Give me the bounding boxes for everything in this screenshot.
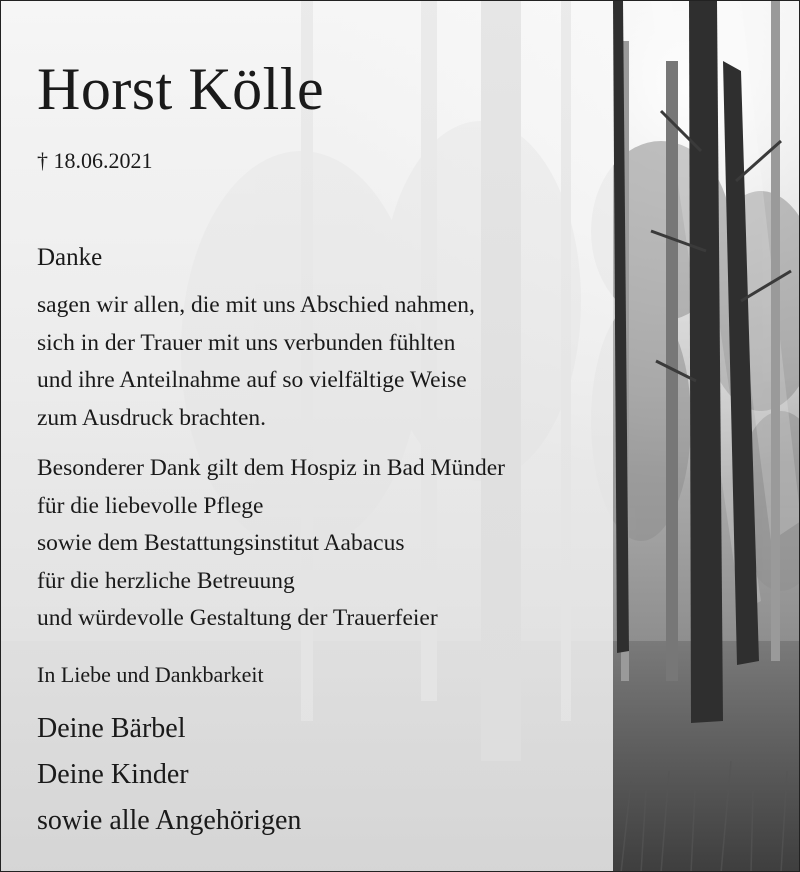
text-line: sowie dem Bestattungsinstitut Aabacus: [37, 530, 405, 556]
text-panel: [1, 1, 613, 872]
special-thanks-paragraph: [37, 450, 505, 638]
text-line: und ihre Anteilnahme auf so vielfältige Weise: [37, 367, 467, 393]
death-date: † 18.06.2021: [37, 148, 153, 173]
signature-line: sowie alle Angehörigen: [37, 805, 302, 836]
text-line: Besonderer Dank gilt dem Hospiz in Bad Münder: [37, 455, 505, 481]
thanks-paragraph: [37, 287, 475, 437]
deceased-name: Horst Kölle: [37, 56, 325, 122]
signature-line: Deine Bärbel: [37, 713, 186, 744]
text-line: sich in der Trauer mit uns verbunden fühlten: [37, 329, 456, 356]
text-line: für die herzliche Betreuung: [37, 567, 295, 594]
signatures: [37, 706, 301, 844]
text-line: für die liebevolle Pflege: [37, 492, 264, 519]
text-line: zum Ausdruck brachten.: [37, 404, 267, 431]
thanks-heading: Danke: [37, 244, 103, 271]
closing-phrase: In Liebe und Dankbarkeit: [37, 662, 264, 687]
signature-line: Deine Kinder: [37, 759, 189, 790]
text-line: sagen wir allen, die mit uns Abschied nahmen,: [37, 292, 475, 318]
text-line: und würdevolle Gestaltung der Trauerfeier: [37, 605, 438, 631]
